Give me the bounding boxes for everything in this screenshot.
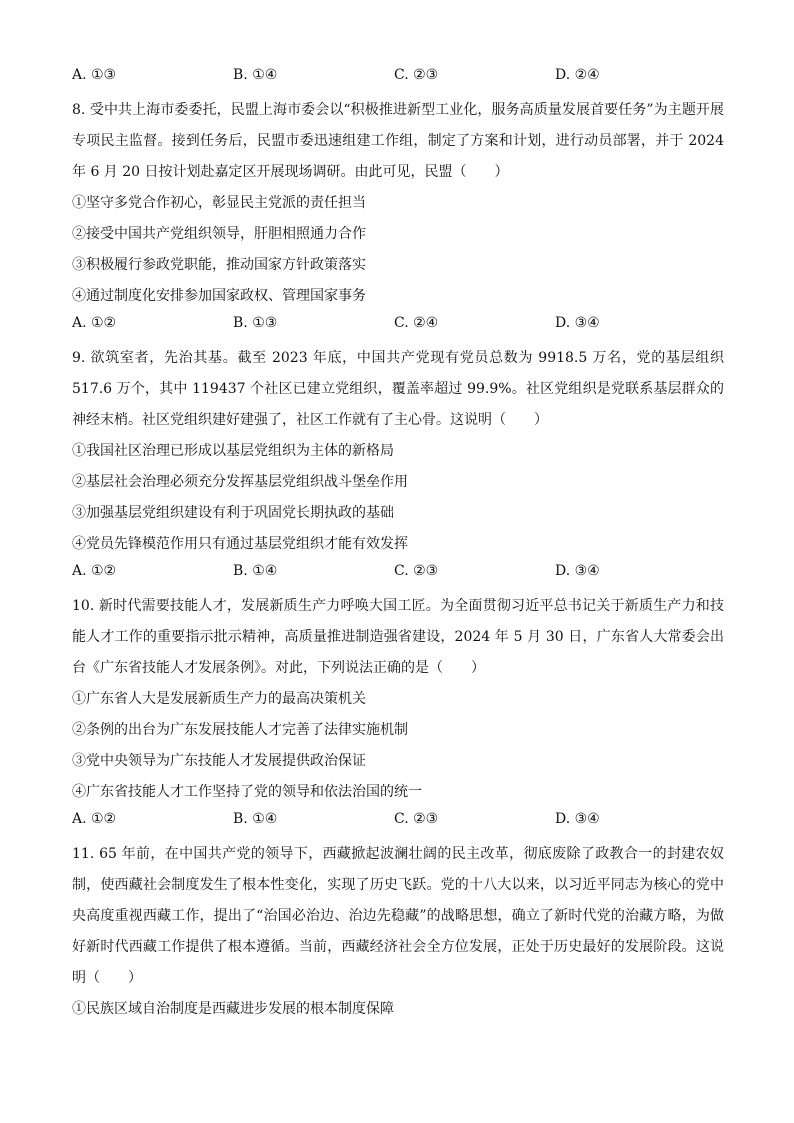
question-7-tail	[72, 64, 724, 86]
statement-2: ②基层社会治理必须充分发挥基层党组织战斗堡垒作用	[72, 474, 408, 490]
option-b[interactable]: B. ①④	[233, 811, 278, 827]
statement-1: ①民族区域自治制度是西藏进步发展的根本制度保障	[72, 1001, 394, 1017]
option-a[interactable]: A. ①②	[72, 811, 117, 827]
question-stem: 11. 65 年前，在中国共产党的领导下，西藏掀起波澜壮阔的民主改革，彻底废除了政教合一的封建农奴制，使西藏社会制度发生了根本性变化，实现了历史飞跃。党的十八大以来，以习近平同志为核心的党中央高度重视西藏工作，提出了“治国必治边、治边先稳藏”的战略思想，确立了新时代党的治藏方略，为做好新时代西藏工作提供了根本遵循。当前，西藏经济社会全方位发展，正处于历史最好的发展阶段。这说明（ ）	[72, 846, 724, 986]
question-8	[72, 95, 724, 334]
statement-3: ③加强基层党组织建设有利于巩固党长期执政的基础	[72, 505, 394, 521]
option-d[interactable]: D. ③④	[555, 563, 600, 579]
question-10	[72, 591, 724, 830]
option-b[interactable]: B. ①④	[233, 563, 278, 579]
question-stem: 9. 欲筑室者，先治其基。截至 2023 年底，中国共产党现有党员总数为 9918.5 万名，党的基层组织 517.6 万个，其中 119437 个社区已建立党组织，覆盖率超过 99.9%。社区党组织是党联系基层群众的神经末梢。社区党组织建好建强了，社区工作就有了主心骨。这说明（ ）	[72, 350, 724, 428]
statement-3: ③党中央领导为广东技能人才发展提供政治保证	[72, 753, 366, 769]
statement-1: ①我国社区治理已形成以基层党组织为主体的新格局	[72, 443, 394, 459]
option-b[interactable]: B. ①③	[233, 315, 278, 331]
statement-4: ④通过制度化安排参加国家政权、管理国家事务	[72, 288, 366, 304]
option-a[interactable]: A. ①②	[72, 563, 117, 579]
question-stem: 8. 受中共上海市委委托，民盟上海市委会以“积极推进新型工业化，服务高质量发展首要任务”为主题开展专项民主监督。接到任务后，民盟市委迅速组建工作组，制定了方案和计划，进行动员部署，并于 2024 年 6 月 20 日按计划赴嘉定区开展现场调研。由此可见，民盟（ ）	[72, 102, 724, 180]
statement-2: ②条例的出台为广东发展技能人才完善了法律实施机制	[72, 722, 408, 738]
question-9	[72, 343, 724, 582]
statement-1: ①广东省人大是发展新质生产力的最高决策机关	[72, 691, 366, 707]
option-d[interactable]: D. ②④	[555, 67, 600, 83]
option-a[interactable]: A. ①③	[72, 67, 117, 83]
statement-3: ③积极履行参政党职能，推动国家方针政策落实	[72, 257, 366, 273]
answer-options	[72, 560, 724, 582]
answer-options	[72, 312, 724, 334]
question-stem: 10. 新时代需要技能人才，发展新质生产力呼唤大国工匠。为全面贯彻习近平总书记关于新质生产力和技能人才工作的重要指示批示精神，高质量推进制造强省建设，2024 年 5 月 30 日，广东省人大常委会出台《广东省技能人才发展条例》。对此，下列说法正确的是（ ）	[72, 598, 724, 676]
statement-1: ①坚守多党合作初心，彰显民主党派的责任担当	[72, 195, 366, 211]
option-d[interactable]: D. ③④	[555, 315, 600, 331]
option-c[interactable]: C. ②③	[394, 811, 439, 827]
statement-4: ④党员先锋模范作用只有通过基层党组织才能有效发挥	[72, 536, 408, 552]
option-d[interactable]: D. ③④	[555, 811, 600, 827]
option-c[interactable]: C. ②③	[394, 67, 439, 83]
option-c[interactable]: C. ②③	[394, 563, 439, 579]
option-a[interactable]: A. ①②	[72, 315, 117, 331]
option-c[interactable]: C. ②④	[394, 315, 439, 331]
statement-2: ②接受中国共产党组织领导，肝胆相照通力合作	[72, 226, 366, 242]
question-11	[72, 839, 724, 1025]
answer-options	[72, 64, 724, 86]
answer-options	[72, 808, 724, 830]
option-b[interactable]: B. ①④	[233, 67, 278, 83]
exam-page	[72, 64, 724, 1025]
statement-4: ④广东省技能人才工作坚持了党的领导和依法治国的统一	[72, 784, 422, 800]
